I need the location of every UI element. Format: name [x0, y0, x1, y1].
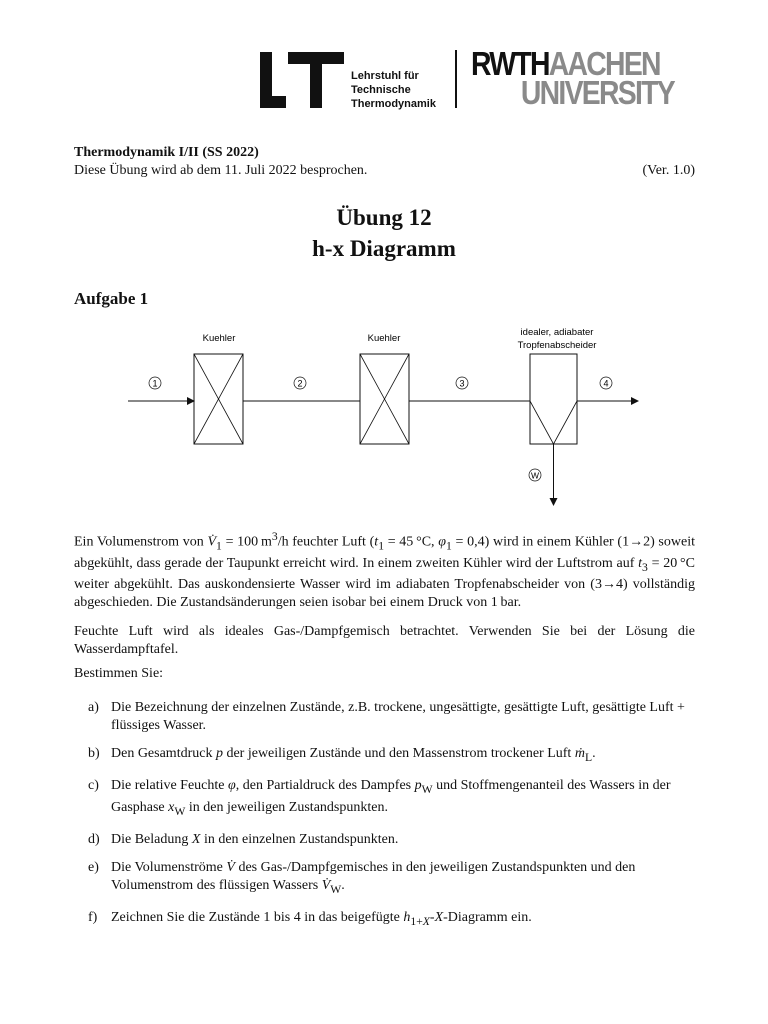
lt-logo [258, 50, 348, 110]
rwth-text: RWTH [471, 45, 549, 82]
task-b-text: Den Gesamtdruck p der jeweiligen Zustände und den Massenstrom trockener Luft $ṁ_L$. [111, 746, 596, 764]
state-marker-2 [294, 377, 306, 389]
state-marker-3 [456, 377, 468, 389]
task-d [88, 831, 695, 849]
task-c-text: Die relative Feuchte φ, den Partialdruck des Dampfes $p_W$ und Stoffmengenanteil des Wassers in der Gasphase $x_W$ in den jeweiligen Zustandspunkten. [111, 778, 671, 818]
problem-description: Ein Volumenstrom von $V̇_1 = 100$ $m^3/h$ feuchter Luft ($t_1 = 45$ °C, $\varphi_1 = 0,4$) wird in einem Kühler (1→2) soweit abgekühlt, dass gerade der Taupunkt erreicht wird. In einem zweiten Kühler wird der Luftstrom auf $t_3 = 20$ °C weiter abgekühlt. Das auskondensierte Wasser wird im adiabaten Tropfenabscheider von (3→4) vollständig abgeschieden. Die Zustandsänderungen seien isobar bei einem Druck von 1 bar. [74, 530, 695, 610]
svg-text:2: 2 [297, 378, 303, 389]
aachen-text: AACHEN [548, 45, 660, 82]
cooler2-label: Kuehler [367, 333, 401, 344]
version-label: (Ver. 1.0) [642, 163, 695, 178]
logo-divider [455, 50, 457, 108]
rwth-logo [471, 45, 675, 111]
separator-label-2: Tropfenabscheider [517, 340, 597, 351]
info-line [74, 163, 695, 179]
task-a-text: Die Bezeichnung der einzelnen Zustände, z.B. trockene, ungesättigte, gesättigte Luft, gesättigte Luft + flüssiges Wasser. [111, 700, 685, 733]
water-marker [529, 469, 541, 481]
lt-line-2: Technische [351, 84, 411, 96]
svg-text:1: 1 [152, 378, 158, 389]
task-a [88, 699, 695, 734]
assumption-text: Feuchte Luft wird als ideales Gas-/Dampfgemisch betrachtet. Verwenden Sie bei der Lösung die Wasserdampftafel. [74, 624, 695, 657]
task-e-text: Die Volumenströme V̇ des Gas-/Dampfgemisches in den jeweiligen Zustandspunkten und den Volumenstrom des flüssigen Wassers $V̇_W$. [111, 860, 636, 896]
svg-text:W: W [530, 470, 540, 481]
state-marker-1 [149, 377, 161, 389]
instruction-text: Bestimmen Sie: [74, 666, 164, 681]
task-e [88, 859, 695, 898]
lt-line-1: Lehrstuhl für [351, 70, 419, 82]
task-b [88, 745, 695, 766]
lt-line-3: Thermodynamik [351, 98, 436, 110]
cooler-2 [360, 354, 409, 444]
task-f [88, 909, 695, 930]
cooler-1 [194, 354, 243, 444]
task-c-label: c) [88, 778, 99, 794]
process-diagram [120, 318, 650, 514]
task-f-text: Zeichnen Sie die Zustände 1 bis 4 in das beigefügte $h_{1+X}-X$-Diagramm ein. [111, 910, 532, 928]
task-f-label: f) [88, 910, 98, 926]
task-d-label: d) [88, 831, 100, 847]
cooler1-label: Kuehler [202, 333, 236, 344]
task-a-label: a) [88, 700, 99, 715]
exercise-title: Übung 12 [336, 205, 432, 230]
course-title: Thermodynamik I/II (SS 2022) [74, 145, 259, 160]
lt-institute-name [351, 69, 436, 111]
task-b-label: b) [88, 746, 100, 761]
task-e-label: e) [88, 860, 99, 876]
state-marker-4 [600, 377, 612, 389]
section-heading: Aufgabe 1 [74, 289, 149, 308]
task-list [88, 699, 695, 941]
exercise-subtitle: h-x Diagramm [312, 236, 456, 261]
separator-label-1: idealer, adiabater [520, 327, 594, 338]
task-c [88, 777, 695, 820]
discussion-date: Diese Übung wird ab dem 11. Juli 2022 besprochen. [74, 163, 368, 178]
droplet-separator [530, 354, 577, 444]
svg-text:4: 4 [603, 378, 609, 389]
university-text: UNIVERSITY [520, 74, 675, 111]
svg-text:3: 3 [459, 378, 465, 389]
task-d-text: Die Beladung X in den einzelnen Zustandspunkten. [111, 831, 399, 847]
